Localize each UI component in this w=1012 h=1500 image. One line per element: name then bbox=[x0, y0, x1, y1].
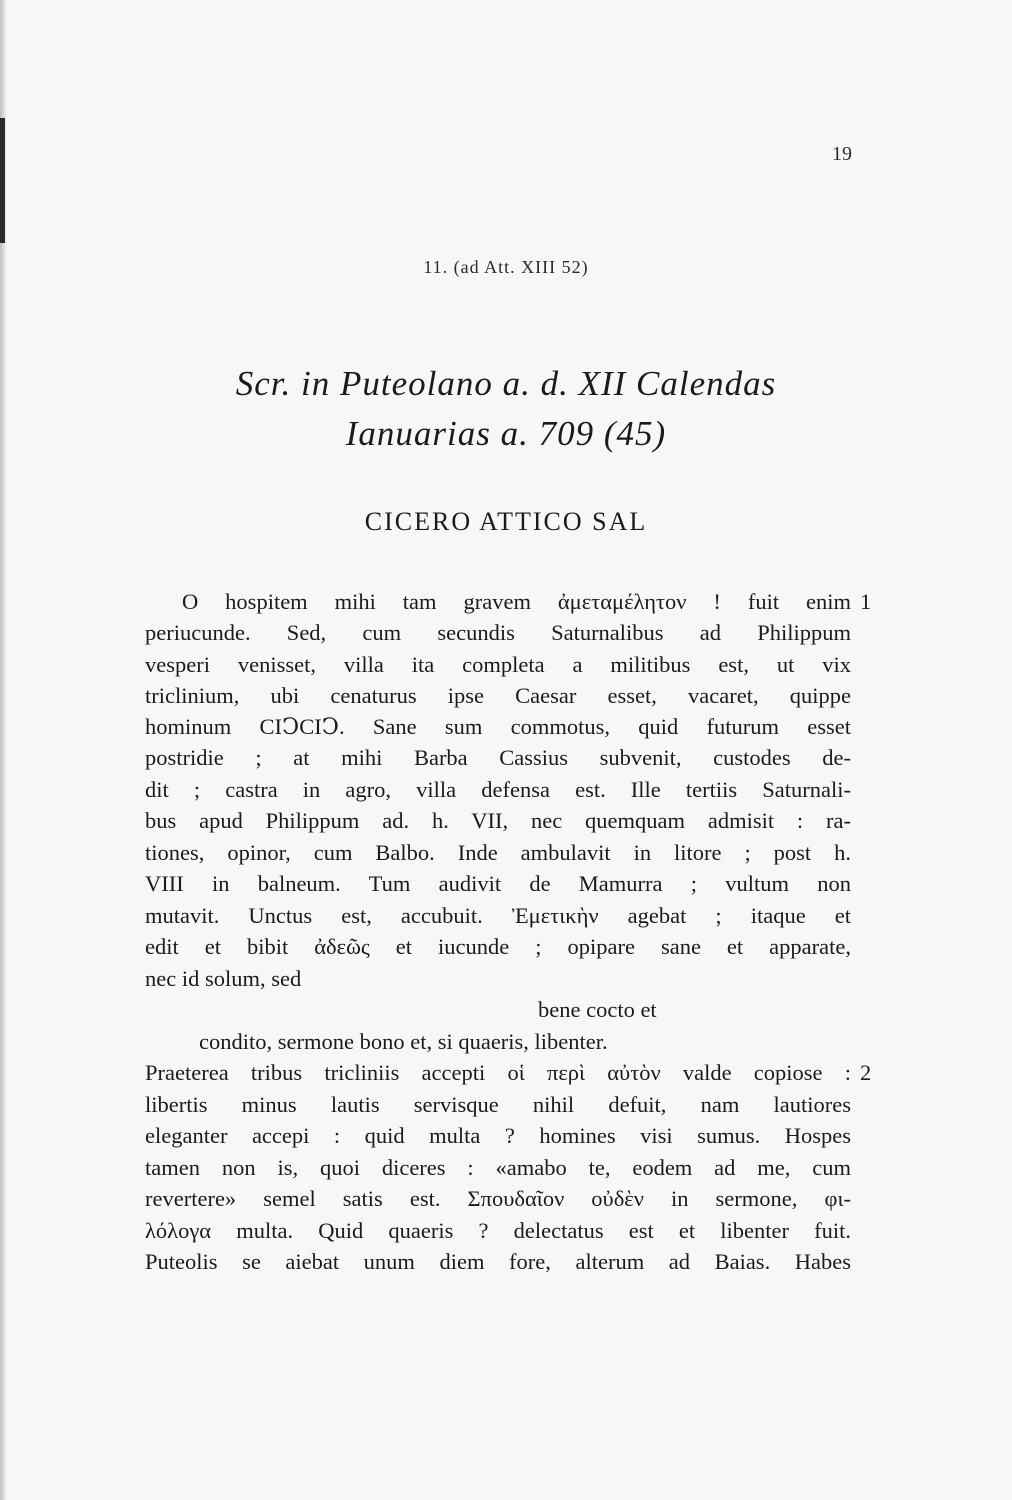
text-line: mutavit. Unctus est, accubuit. Ἐμετικὴν agebat ; itaque et bbox=[145, 903, 851, 928]
text-line: O hospitem mihi tam gravem ἀμεταμέλητον ! fuit enim bbox=[182, 589, 851, 614]
text-line: tamen non is, quoi diceres : «amabo te, eodem ad me, cum bbox=[145, 1155, 851, 1180]
text-line: postridie ; at mihi Barba Cassius subvenit, custodes de- bbox=[145, 745, 851, 770]
text-line: condito, sermone bono et, si quaeris, libenter. bbox=[199, 1029, 608, 1054]
text-line: edit et bibit ἀδεῶς et iucunde ; opipare sane et apparate, bbox=[145, 934, 851, 959]
page-number: 19 bbox=[832, 143, 852, 165]
paragraph-number: 2 bbox=[860, 1060, 872, 1085]
heading-line-2: Ianuarias a. 709 (45) bbox=[345, 414, 667, 453]
text-line: periucunde. Sed, cum secundis Saturnalibus ad Philippum bbox=[145, 620, 851, 645]
text-line: bus apud Philippum ad. h. VII, nec quemquam admisit : ra- bbox=[145, 808, 851, 833]
text-line: bene cocto et bbox=[538, 997, 657, 1022]
letter-reference: 11. (ad Att. XIII 52) bbox=[423, 257, 589, 277]
salutation: CICERO ATTICO SAL bbox=[364, 507, 648, 536]
heading-line-1: Scr. in Puteolano a. d. XII Calendas bbox=[235, 364, 777, 403]
text-line: tiones, opinor, cum Balbo. Inde ambulavit in litore ; post h. bbox=[145, 840, 851, 865]
text-line: triclinium, ubi cenaturus ipse Caesar esset, vacaret, quippe bbox=[145, 683, 851, 708]
text-line: vesperi venisset, villa ita completa a militibus est, ut vix bbox=[145, 652, 851, 677]
text-line: libertis minus lautis servisque nihil defuit, nam lautiores bbox=[145, 1092, 851, 1117]
text-line: Praeterea tribus tricliniis accepti οἱ περὶ αὐτὸν valde copiose : bbox=[145, 1060, 851, 1085]
text-line: Puteolis se aiebat unum diem fore, alterum ad Baias. Habes bbox=[145, 1249, 851, 1274]
text-line: eleganter accepi : quid multa ? homines visi sumus. Hospes bbox=[145, 1123, 851, 1148]
text-line: nec id solum, sed bbox=[145, 966, 302, 991]
text-line: VIII in balneum. Tum audivit de Mamurra ; vultum non bbox=[145, 871, 851, 896]
paragraph-number: 1 bbox=[860, 589, 872, 614]
text-line: λόλογα multa. Quid quaeris ? delectatus est et libenter fuit. bbox=[145, 1218, 851, 1243]
scan-edge-mark bbox=[0, 118, 5, 243]
text-line: revertere» semel satis est. Σπουδαῖον οὐδὲν in sermone, φι- bbox=[145, 1186, 851, 1211]
text-line: hominum CIↃCIↃ. Sane sum commotus, quid futurum esset bbox=[145, 714, 851, 739]
text-line: dit ; castra in agro, villa defensa est. Ille tertiis Saturnali- bbox=[145, 777, 851, 802]
